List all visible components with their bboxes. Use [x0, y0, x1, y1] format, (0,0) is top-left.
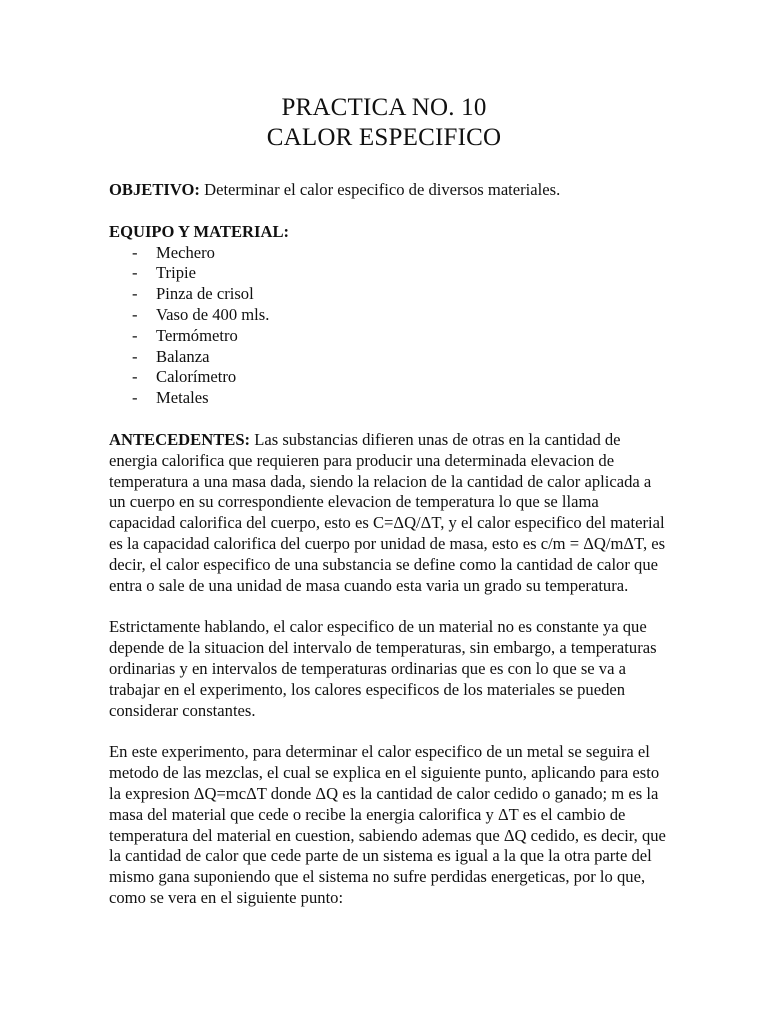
list-item — [109, 263, 669, 284]
document-body — [109, 180, 669, 930]
list-dash: - — [132, 263, 138, 283]
list-dash: - — [132, 304, 138, 324]
list-item-text: Termómetro — [156, 325, 238, 345]
title-line-2: CALOR ESPECIFICO — [266, 124, 502, 151]
document-title — [0, 93, 768, 153]
body-paragraph-3: En este experimento, para determinar el calor especifico de un metal se seguira el metodo de las mezclas, el cual se explica en el siguiente punto, aplicando para esto la expresion ΔQ=mcΔT donde ΔQ es la cantidad de calor cedido o ganado; m es la masa del material que cede o recibe la energia calorifica y ΔT es el cambio de temperatura del material en cuestion, sabiendo ademas que ΔQ cedido, es decir, que la cantidad de calor que cede parte de un sistema es igual a la que la otra parte del mismo gana suponiendo que el sistema no sufre perdidas energeticas, por lo que, como se vera en el siguiente punto: — [109, 742, 666, 907]
list-item — [109, 243, 669, 264]
antecedentes-label: ANTECEDENTES: — [109, 429, 251, 449]
list-item-text: Balanza — [156, 346, 210, 366]
objetivo-label: OBJETIVO: — [109, 180, 200, 199]
list-item-text: Metales — [156, 388, 209, 408]
list-item-text: Tripie — [156, 263, 196, 283]
list-dash: - — [132, 346, 138, 366]
list-item — [109, 388, 669, 409]
antecedentes-paragraph — [109, 430, 669, 596]
list-item — [109, 326, 669, 347]
list-dash: - — [132, 325, 138, 345]
list-item-text: Mechero — [156, 242, 215, 262]
list-item — [109, 284, 669, 305]
list-item — [109, 367, 669, 388]
list-item — [109, 347, 669, 368]
equipo-label: EQUIPO Y MATERIAL: — [109, 221, 290, 241]
objetivo-text: Determinar el calor especifico de diversos materiales. — [199, 180, 561, 199]
equipo-list — [109, 243, 669, 409]
list-item — [109, 305, 669, 326]
objetivo-section — [109, 180, 669, 201]
antecedentes-text: Las substancias difieren unas de otras en la cantidad de energia calorifica que requieren para producir una determinada elevacion de temperatura a una masa dada, siendo la relacion de la cantidad de calor aplicada a un cuerpo en su correspondiente elevacion de temperatura lo que se llama capacidad calorifica del cuerpo, esto es C=ΔQ/ΔT, y el calor especifico del material es la capacidad calorifica del cuerpo por unidad de masa, esto es c/m = ΔQ/mΔT, es decir, el calor especifico de una substancia se define como la cantidad de calor que entra o sale de una unidad de masa cuando esta varia un grado su temperatura. — [109, 429, 666, 595]
body-paragraph-2: Estrictamente hablando, el calor especifico de un material no es constante ya que depende de la situacion del intervalo de temperaturas, sin embargo, a temperaturas ordinarias y en intervalos de temperaturas ordinarias que es con lo que se va a trabajar en el experimento, los calores especificos de los materiales se pueden considerar constantes. — [109, 617, 657, 720]
list-item-text: Pinza de crisol — [156, 284, 254, 304]
title-line-1: PRACTICA NO. 10 — [281, 94, 487, 121]
list-item-text: Calorímetro — [156, 367, 237, 387]
equipo-section — [109, 222, 669, 409]
list-dash: - — [132, 367, 138, 387]
list-dash: - — [132, 388, 138, 408]
list-dash: - — [132, 284, 138, 304]
list-item-text: Vaso de 400 mls. — [156, 304, 270, 324]
list-dash: - — [132, 242, 138, 262]
